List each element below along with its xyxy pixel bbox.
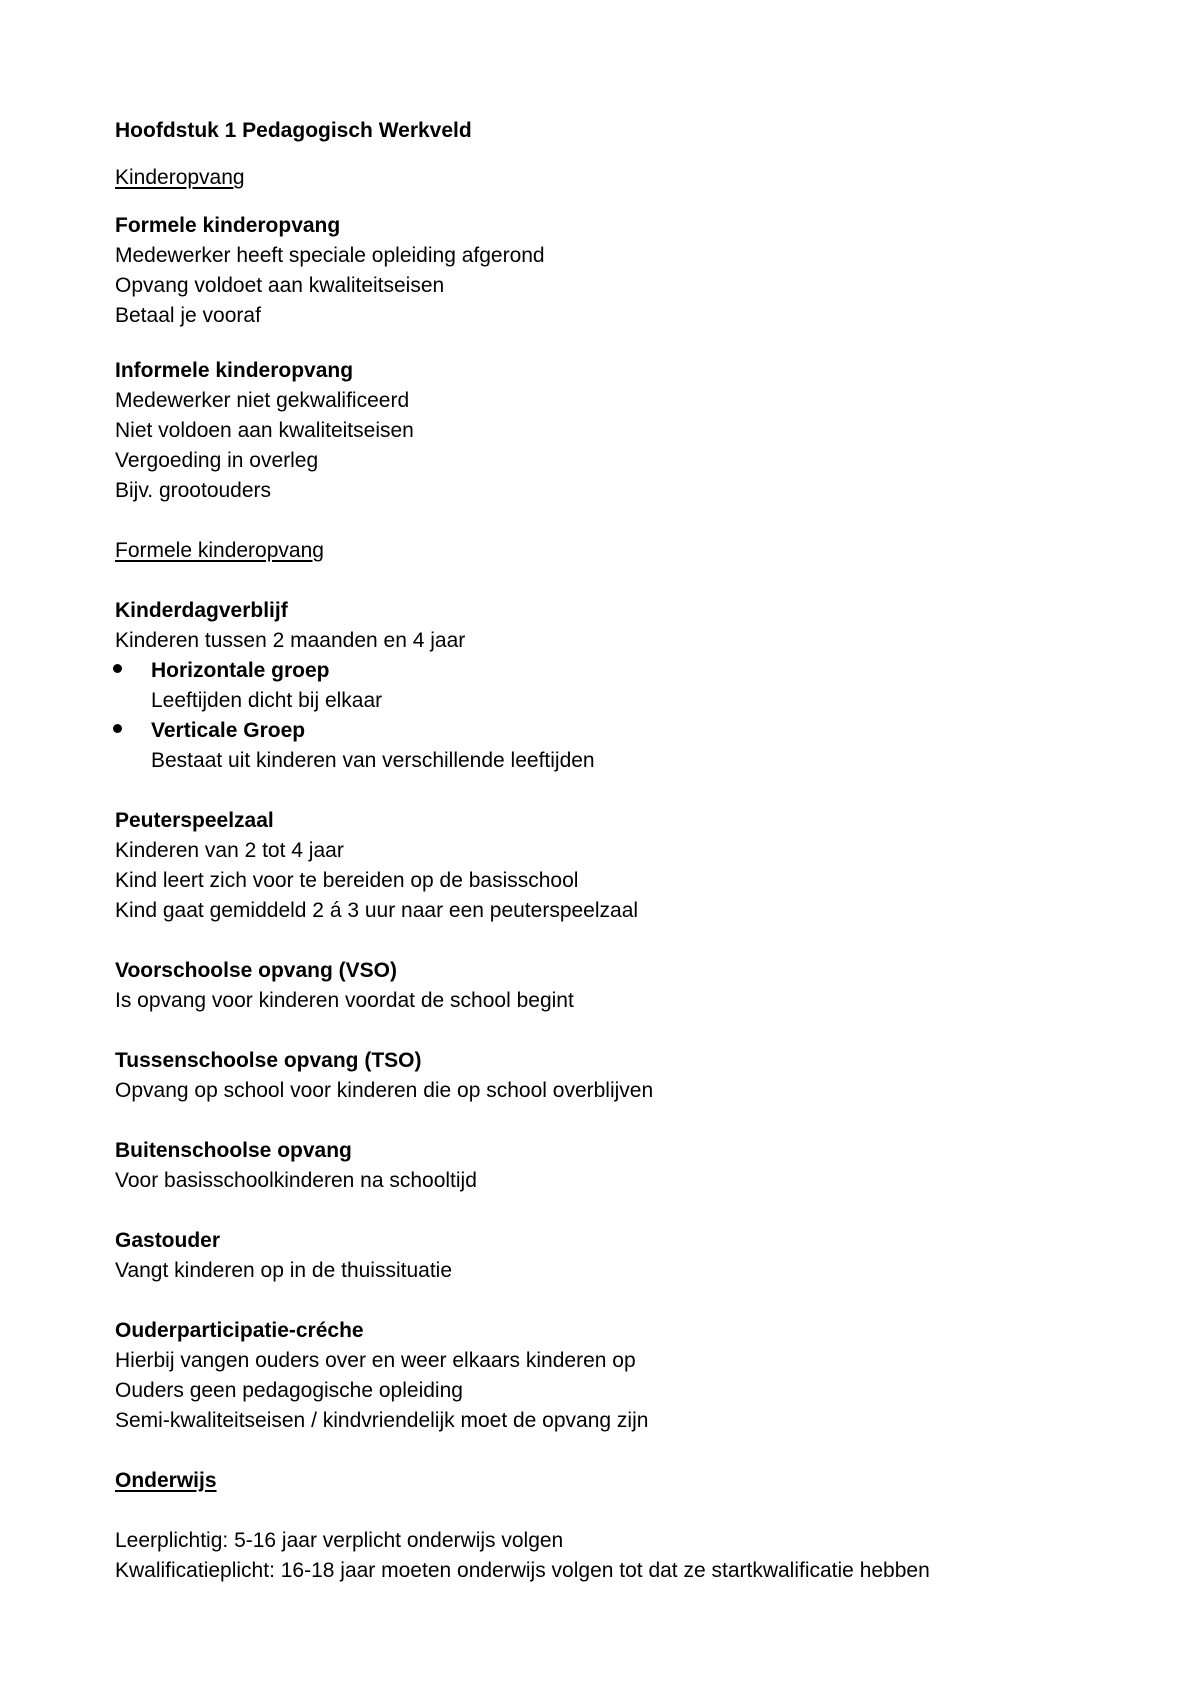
formele-line: Medewerker heeft speciale opleiding afgerond [115, 244, 545, 267]
document-title: Hoofdstuk 1 Pedagogisch Werkveld [115, 119, 472, 142]
creche-line: Hierbij vangen ouders over en weer elkaars kinderen op [115, 1349, 636, 1372]
gastouder-line: Vangt kinderen op in de thuissituatie [115, 1259, 453, 1282]
vso-heading: Voorschoolse opvang (VSO) [115, 959, 397, 982]
formele-kinderopvang-heading: Formele kinderopvang [115, 214, 341, 237]
bullet-icon [113, 664, 122, 673]
section-heading-kinderopvang: Kinderopvang [115, 166, 245, 189]
peuterspeelzaal-line: Kinderen van 2 tot 4 jaar [115, 839, 344, 862]
informele-line: Vergoeding in overleg [115, 449, 319, 472]
creche-line: Ouders geen pedagogische opleiding [115, 1379, 463, 1402]
bso-line: Voor basisschoolkinderen na schooltijd [115, 1169, 477, 1192]
informele-kinderopvang-heading: Informele kinderopvang [115, 359, 354, 382]
bullet-title: Horizontale groep [151, 659, 330, 682]
peuterspeelzaal-heading: Peuterspeelzaal [115, 809, 274, 832]
informele-line: Niet voldoen aan kwaliteitseisen [115, 419, 414, 442]
informele-line: Medewerker niet gekwalificeerd [115, 389, 410, 412]
onderwijs-line: Kwalificatieplicht: 16-18 jaar moeten onderwijs volgen tot dat ze startkwalificatie hebben [115, 1559, 930, 1582]
formele-line: Opvang voldoet aan kwaliteitseisen [115, 274, 445, 297]
creche-line: Semi-kwaliteitseisen / kindvriendelijk moet de opvang zijn [115, 1409, 649, 1432]
kinderdagverblijf-line: Kinderen tussen 2 maanden en 4 jaar [115, 629, 466, 652]
section-heading-onderwijs: Onderwijs [115, 1469, 217, 1492]
formele-line: Betaal je vooraf [115, 304, 261, 327]
bullet-text: Bestaat uit kinderen van verschillende leeftijden [151, 749, 595, 772]
section-heading-formele-kinderopvang: Formele kinderopvang [115, 539, 324, 562]
vso-line: Is opvang voor kinderen voordat de school begint [115, 989, 574, 1012]
creche-heading: Ouderparticipatie-créche [115, 1319, 364, 1342]
informele-line: Bijv. grootouders [115, 479, 272, 502]
bullet-title: Verticale Groep [151, 719, 306, 742]
onderwijs-line: Leerplichtig: 5-16 jaar verplicht onderwijs volgen [115, 1529, 564, 1552]
bso-heading: Buitenschoolse opvang [115, 1139, 352, 1162]
tso-heading: Tussenschoolse opvang (TSO) [115, 1049, 422, 1072]
bullet-icon [113, 724, 122, 733]
peuterspeelzaal-line: Kind gaat gemiddeld 2 á 3 uur naar een peuterspeelzaal [115, 899, 639, 922]
kinderdagverblijf-heading: Kinderdagverblijf [115, 599, 288, 622]
tso-line: Opvang op school voor kinderen die op school overblijven [115, 1079, 654, 1102]
bullet-text: Leeftijden dicht bij elkaar [151, 689, 383, 712]
gastouder-heading: Gastouder [115, 1229, 221, 1252]
peuterspeelzaal-line: Kind leert zich voor te bereiden op de basisschool [115, 869, 579, 892]
